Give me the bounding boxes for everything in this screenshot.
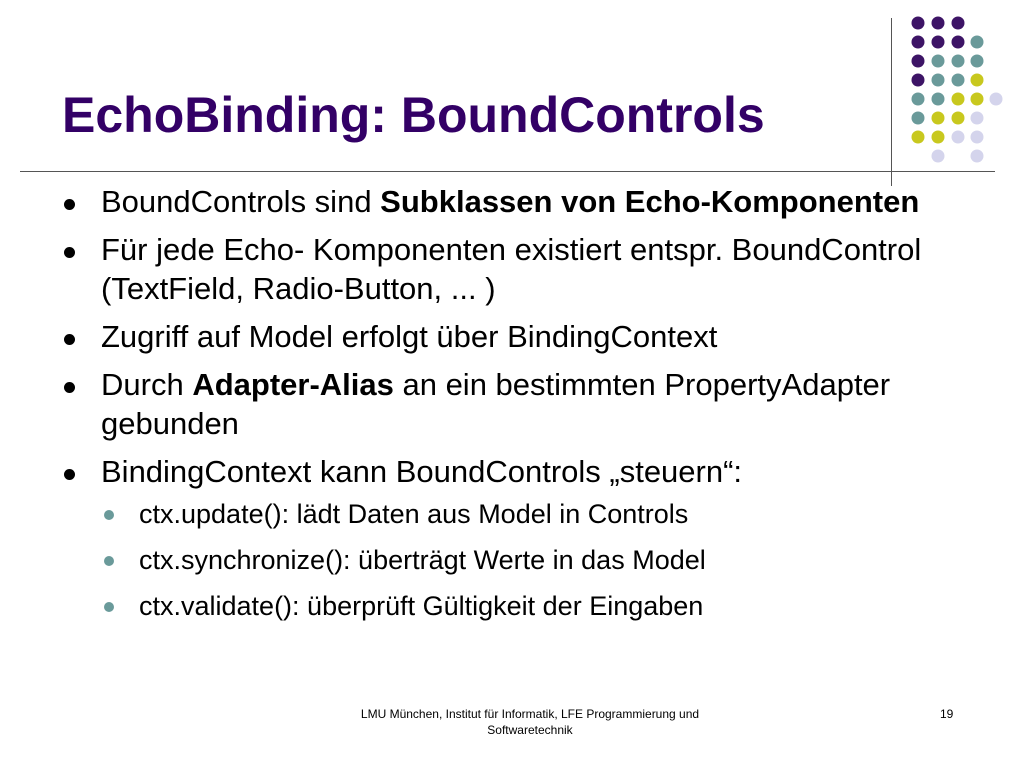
dot-yellow bbox=[952, 93, 965, 106]
dot-purple bbox=[912, 17, 925, 30]
sub-bullet-item: ctx.validate(): überprüft Gültigkeit der Eingaben bbox=[101, 589, 924, 623]
dot-teal bbox=[952, 74, 965, 87]
dot-purple bbox=[912, 74, 925, 87]
dot-grid-group bbox=[912, 17, 1003, 163]
dot-purple bbox=[952, 36, 965, 49]
page-number: 19 bbox=[940, 707, 954, 721]
footer-line: LMU München, Institut für Informatik, LFE Programmierung und bbox=[360, 707, 700, 721]
dot-teal bbox=[952, 55, 965, 68]
sub-bullet-container bbox=[64, 497, 924, 623]
sub-bullet-list bbox=[64, 497, 924, 623]
bullet-list bbox=[64, 182, 924, 635]
dot-lavender bbox=[952, 131, 965, 144]
vertical-divider bbox=[891, 18, 892, 186]
sub-bullet-item: ctx.synchronize(): überträgt Werte in das Model bbox=[101, 543, 924, 577]
bullet-text: BoundControls sind bbox=[101, 184, 381, 219]
sub-bullet-item: ctx.update(): lädt Daten aus Model in Controls bbox=[101, 497, 924, 531]
dot-yellow bbox=[971, 93, 984, 106]
dot-teal bbox=[932, 55, 945, 68]
dot-yellow bbox=[912, 131, 925, 144]
bullet-item bbox=[64, 182, 924, 221]
dot-purple bbox=[912, 55, 925, 68]
dot-teal bbox=[971, 55, 984, 68]
bullet-item bbox=[64, 452, 924, 491]
bullet-bold-text: Adapter-Alias bbox=[192, 367, 394, 402]
bullet-item bbox=[64, 230, 924, 308]
dot-purple bbox=[912, 36, 925, 49]
dot-lavender bbox=[971, 150, 984, 163]
bullet-item bbox=[64, 365, 924, 443]
dot-lavender bbox=[932, 150, 945, 163]
bullet-text: Zugriff auf Model erfolgt über BindingContext bbox=[101, 319, 718, 354]
dot-lavender bbox=[990, 93, 1003, 106]
dot-yellow bbox=[971, 74, 984, 87]
bullet-text: Durch bbox=[101, 367, 193, 402]
footer-line: Softwaretechnik bbox=[487, 723, 573, 737]
dot-teal bbox=[932, 93, 945, 106]
dot-yellow bbox=[932, 131, 945, 144]
bullet-item bbox=[64, 317, 924, 356]
bullet-text: BindingContext kann BoundControls „steuern“: bbox=[101, 454, 743, 489]
slide-title: EchoBinding: BoundControls bbox=[62, 87, 765, 143]
bullet-text: Für jede Echo- Komponenten existiert entspr. BoundControl (TextField, Radio-Button, ... ) bbox=[101, 232, 922, 306]
dot-teal bbox=[912, 112, 925, 125]
dot-teal bbox=[971, 36, 984, 49]
dot-purple bbox=[932, 36, 945, 49]
title-divider bbox=[20, 171, 995, 172]
bullet-text: an ein bestimmten PropertyAdapter gebunden bbox=[101, 367, 891, 441]
dot-teal bbox=[912, 93, 925, 106]
footer-text bbox=[300, 706, 760, 738]
dot-purple bbox=[932, 17, 945, 30]
bullet-bold-text: Subklassen von Echo-Komponenten bbox=[380, 184, 920, 219]
dot-yellow bbox=[952, 112, 965, 125]
dot-yellow bbox=[932, 112, 945, 125]
dot-purple bbox=[952, 17, 965, 30]
dot-lavender bbox=[971, 112, 984, 125]
dot-teal bbox=[932, 74, 945, 87]
dot-lavender bbox=[971, 131, 984, 144]
